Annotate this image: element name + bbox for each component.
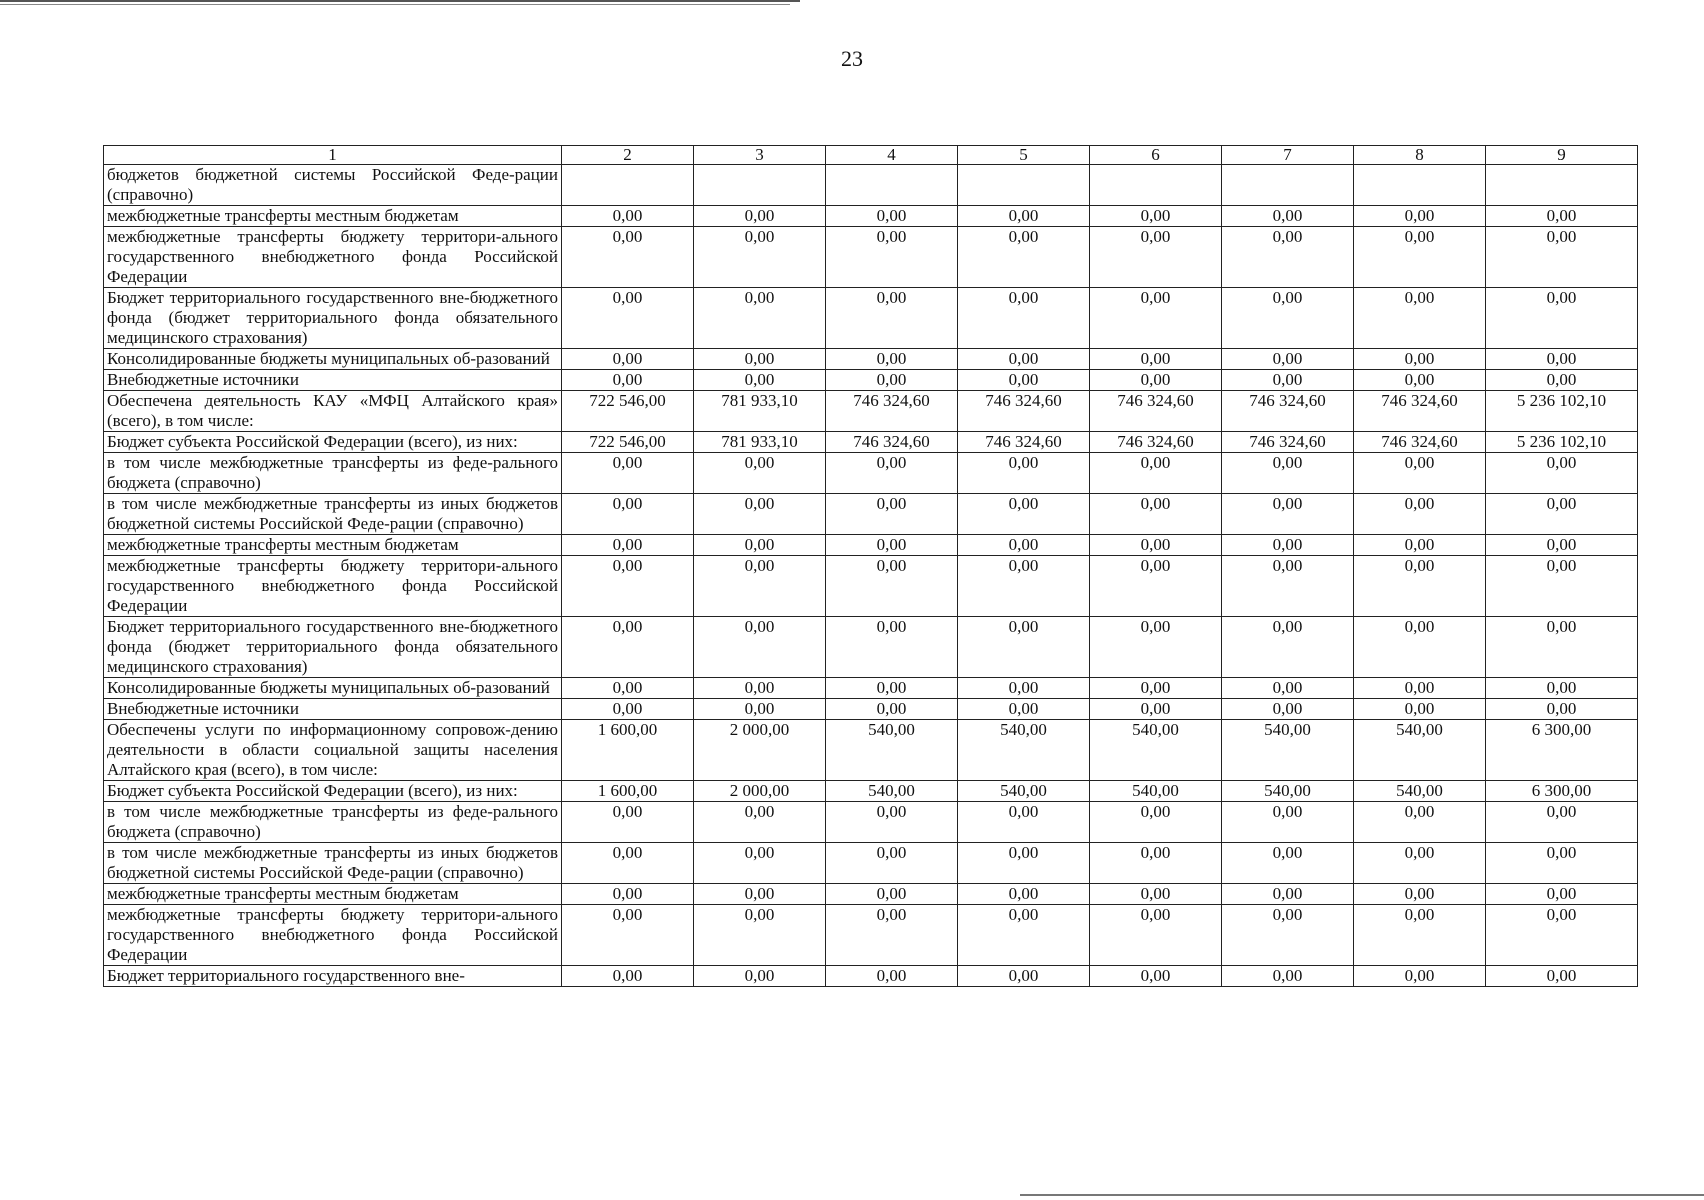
row-label: Внебюджетные источники [104, 699, 562, 720]
row-value: 0,00 [562, 843, 694, 884]
row-value: 540,00 [826, 720, 958, 781]
row-value: 0,00 [694, 966, 826, 987]
table-row [104, 905, 1638, 966]
table-row [104, 432, 1638, 453]
row-value [1090, 165, 1222, 206]
row-value: 0,00 [958, 535, 1090, 556]
row-value: 540,00 [1222, 720, 1354, 781]
row-value: 0,00 [562, 802, 694, 843]
table-row [104, 391, 1638, 432]
row-value: 0,00 [694, 206, 826, 227]
row-value: 0,00 [1486, 494, 1638, 535]
row-value: 0,00 [1486, 966, 1638, 987]
row-value: 781 933,10 [694, 391, 826, 432]
row-value: 0,00 [1486, 884, 1638, 905]
row-value: 746 324,60 [958, 432, 1090, 453]
row-value: 0,00 [1354, 802, 1486, 843]
row-value [958, 165, 1090, 206]
row-value: 0,00 [1486, 206, 1638, 227]
column-header-6: 6 [1090, 146, 1222, 165]
row-value: 0,00 [1090, 453, 1222, 494]
row-value: 0,00 [1090, 370, 1222, 391]
row-value: 0,00 [694, 905, 826, 966]
column-header-1: 1 [104, 146, 562, 165]
row-value: 0,00 [958, 966, 1090, 987]
row-value: 0,00 [1354, 678, 1486, 699]
row-value: 0,00 [1354, 494, 1486, 535]
table-row [104, 165, 1638, 206]
row-label: Бюджет территориального государственного вне-бюджетного фонда (бюджет территориального фонда обязательного медицинского страхования) [104, 288, 562, 349]
row-value: 0,00 [958, 699, 1090, 720]
row-value: 0,00 [694, 227, 826, 288]
row-value: 0,00 [562, 617, 694, 678]
row-value: 0,00 [694, 678, 826, 699]
row-value: 0,00 [562, 206, 694, 227]
row-value: 0,00 [1222, 966, 1354, 987]
row-value: 0,00 [694, 699, 826, 720]
row-value: 0,00 [694, 556, 826, 617]
row-value: 0,00 [958, 905, 1090, 966]
row-value: 0,00 [1354, 556, 1486, 617]
row-value: 0,00 [694, 802, 826, 843]
table-row [104, 535, 1638, 556]
table-row [104, 884, 1638, 905]
row-value: 0,00 [1354, 370, 1486, 391]
row-value: 0,00 [1486, 678, 1638, 699]
row-value: 0,00 [826, 699, 958, 720]
row-value: 0,00 [1354, 535, 1486, 556]
row-value: 0,00 [958, 802, 1090, 843]
row-value: 0,00 [1354, 206, 1486, 227]
row-value: 746 324,60 [826, 432, 958, 453]
table-row [104, 781, 1638, 802]
row-value [694, 165, 826, 206]
row-value: 0,00 [1222, 802, 1354, 843]
row-value: 0,00 [826, 370, 958, 391]
row-value: 0,00 [1486, 370, 1638, 391]
row-label: в том числе межбюджетные трансферты из феде-рального бюджета (справочно) [104, 453, 562, 494]
row-value: 0,00 [694, 617, 826, 678]
row-value: 0,00 [1354, 288, 1486, 349]
scan-edge-line [0, 0, 800, 2]
row-label: Обеспечены услуги по информационному сопровож-дению деятельности в области социальной защиты населения Алтайского края (всего), в том числе: [104, 720, 562, 781]
row-value: 0,00 [1354, 843, 1486, 884]
row-value: 1 600,00 [562, 720, 694, 781]
row-value: 0,00 [1486, 802, 1638, 843]
row-value: 0,00 [694, 288, 826, 349]
row-value: 0,00 [826, 453, 958, 494]
row-value: 0,00 [826, 884, 958, 905]
table-row [104, 966, 1638, 987]
row-value: 0,00 [694, 535, 826, 556]
page-number: 23 [841, 46, 863, 71]
column-header-9: 9 [1486, 146, 1638, 165]
row-label: Бюджет территориального государственного вне-бюджетного фонда (бюджет территориального фонда обязательного медицинского страхования) [104, 617, 562, 678]
row-value: 0,00 [1222, 370, 1354, 391]
scan-edge-line [1020, 1194, 1704, 1196]
row-value: 0,00 [562, 370, 694, 391]
row-label: Консолидированные бюджеты муниципальных об-разований [104, 678, 562, 699]
row-value: 0,00 [1090, 678, 1222, 699]
row-value: 2 000,00 [694, 720, 826, 781]
row-value: 0,00 [958, 349, 1090, 370]
row-label: Бюджет субъекта Российской Федерации (всего), из них: [104, 781, 562, 802]
row-value: 0,00 [1222, 905, 1354, 966]
table-row [104, 370, 1638, 391]
row-value: 540,00 [958, 781, 1090, 802]
table-row [104, 206, 1638, 227]
row-value: 722 546,00 [562, 432, 694, 453]
row-value: 0,00 [1354, 349, 1486, 370]
row-value: 0,00 [1090, 535, 1222, 556]
row-value: 0,00 [1090, 227, 1222, 288]
row-value: 0,00 [1090, 556, 1222, 617]
row-label: бюджетов бюджетной системы Российской Феде-рации (справочно) [104, 165, 562, 206]
row-value: 540,00 [958, 720, 1090, 781]
row-value: 746 324,60 [1354, 391, 1486, 432]
row-label: Бюджет субъекта Российской Федерации (всего), из них: [104, 432, 562, 453]
row-value: 746 324,60 [1090, 391, 1222, 432]
row-label: Консолидированные бюджеты муниципальных об-разований [104, 349, 562, 370]
table-row [104, 349, 1638, 370]
row-value: 540,00 [1222, 781, 1354, 802]
row-value: 0,00 [826, 206, 958, 227]
scan-edge-line [0, 4, 790, 5]
row-value: 746 324,60 [826, 391, 958, 432]
table-row [104, 494, 1638, 535]
row-label: межбюджетные трансферты местным бюджетам [104, 884, 562, 905]
column-header-2: 2 [562, 146, 694, 165]
table-row [104, 843, 1638, 884]
row-value: 0,00 [562, 227, 694, 288]
row-value: 0,00 [562, 966, 694, 987]
row-value: 540,00 [1354, 781, 1486, 802]
row-value: 0,00 [958, 206, 1090, 227]
row-label: в том числе межбюджетные трансферты из иных бюджетов бюджетной системы Российской Феде-рации (справочно) [104, 494, 562, 535]
row-label: межбюджетные трансферты бюджету территори-ального государственного внебюджетного фонда Российской Федерации [104, 905, 562, 966]
row-label: межбюджетные трансферты местным бюджетам [104, 535, 562, 556]
row-value: 0,00 [958, 843, 1090, 884]
row-value: 0,00 [1486, 453, 1638, 494]
row-value: 0,00 [958, 288, 1090, 349]
row-value: 0,00 [1354, 699, 1486, 720]
row-value: 0,00 [562, 535, 694, 556]
row-value: 0,00 [694, 884, 826, 905]
row-value: 0,00 [1222, 206, 1354, 227]
row-value: 0,00 [694, 453, 826, 494]
row-value: 0,00 [958, 556, 1090, 617]
row-value: 0,00 [958, 227, 1090, 288]
row-value: 0,00 [1222, 699, 1354, 720]
row-value: 0,00 [694, 843, 826, 884]
row-value: 5 236 102,10 [1486, 432, 1638, 453]
row-value: 0,00 [1222, 617, 1354, 678]
row-label: межбюджетные трансферты бюджету территори-ального государственного внебюджетного фонда Российской Федерации [104, 227, 562, 288]
row-value: 746 324,60 [1090, 432, 1222, 453]
row-value: 0,00 [826, 617, 958, 678]
row-value: 0,00 [562, 349, 694, 370]
row-value: 0,00 [1222, 678, 1354, 699]
row-value: 0,00 [1090, 966, 1222, 987]
row-value [826, 165, 958, 206]
row-label: Внебюджетные источники [104, 370, 562, 391]
row-label: Бюджет территориального государственного вне- [104, 966, 562, 987]
row-value: 2 000,00 [694, 781, 826, 802]
row-label: межбюджетные трансферты местным бюджетам [104, 206, 562, 227]
row-value [1222, 165, 1354, 206]
row-value: 0,00 [826, 494, 958, 535]
row-value: 746 324,60 [1222, 432, 1354, 453]
table-row [104, 617, 1638, 678]
row-value: 0,00 [958, 494, 1090, 535]
row-value: 746 324,60 [1354, 432, 1486, 453]
row-value: 0,00 [1222, 494, 1354, 535]
table-body [104, 165, 1638, 987]
column-header-3: 3 [694, 146, 826, 165]
row-value: 0,00 [562, 494, 694, 535]
row-value: 0,00 [562, 453, 694, 494]
column-header-8: 8 [1354, 146, 1486, 165]
row-value: 0,00 [1090, 905, 1222, 966]
row-value: 0,00 [1222, 453, 1354, 494]
row-value: 0,00 [562, 699, 694, 720]
row-value: 0,00 [958, 370, 1090, 391]
row-value: 6 300,00 [1486, 720, 1638, 781]
row-value: 0,00 [958, 678, 1090, 699]
row-value: 0,00 [1222, 535, 1354, 556]
row-value: 0,00 [1354, 227, 1486, 288]
row-value: 540,00 [1090, 781, 1222, 802]
row-value: 0,00 [1486, 288, 1638, 349]
row-value: 0,00 [1090, 802, 1222, 843]
row-value: 0,00 [958, 617, 1090, 678]
row-value: 0,00 [1354, 966, 1486, 987]
row-value: 0,00 [562, 678, 694, 699]
column-header-7: 7 [1222, 146, 1354, 165]
budget-table [103, 145, 1638, 987]
row-value: 0,00 [826, 535, 958, 556]
row-value: 0,00 [1090, 349, 1222, 370]
row-value: 0,00 [1222, 349, 1354, 370]
row-value: 0,00 [694, 494, 826, 535]
row-value: 781 933,10 [694, 432, 826, 453]
row-value: 540,00 [1090, 720, 1222, 781]
row-label: Обеспечена деятельность КАУ «МФЦ Алтайского края» (всего), в том числе: [104, 391, 562, 432]
row-value: 0,00 [1354, 617, 1486, 678]
row-value: 0,00 [826, 556, 958, 617]
row-value: 0,00 [1090, 288, 1222, 349]
row-value: 0,00 [826, 843, 958, 884]
row-value: 0,00 [1486, 617, 1638, 678]
row-value: 0,00 [562, 556, 694, 617]
row-value: 0,00 [1222, 843, 1354, 884]
row-value: 0,00 [1090, 843, 1222, 884]
row-value: 0,00 [1090, 884, 1222, 905]
row-value: 0,00 [958, 453, 1090, 494]
row-value: 746 324,60 [1222, 391, 1354, 432]
table-row [104, 556, 1638, 617]
row-value: 0,00 [1486, 349, 1638, 370]
row-value: 746 324,60 [958, 391, 1090, 432]
row-value: 0,00 [562, 288, 694, 349]
table-row [104, 802, 1638, 843]
row-value: 0,00 [826, 678, 958, 699]
row-label: межбюджетные трансферты бюджету территори-ального государственного внебюджетного фонда Российской Федерации [104, 556, 562, 617]
row-value: 0,00 [694, 370, 826, 391]
row-value: 0,00 [826, 349, 958, 370]
table-row [104, 227, 1638, 288]
row-value: 0,00 [1354, 453, 1486, 494]
row-value: 0,00 [1222, 556, 1354, 617]
row-value: 0,00 [826, 802, 958, 843]
row-label: в том числе межбюджетные трансферты из феде-рального бюджета (справочно) [104, 802, 562, 843]
row-value: 722 546,00 [562, 391, 694, 432]
row-value [562, 165, 694, 206]
row-value: 0,00 [1222, 884, 1354, 905]
table-row [104, 699, 1638, 720]
table-header-row [104, 146, 1638, 165]
row-value: 0,00 [1354, 884, 1486, 905]
row-value: 540,00 [1354, 720, 1486, 781]
table-row [104, 288, 1638, 349]
row-value: 0,00 [1090, 494, 1222, 535]
row-value: 0,00 [1486, 556, 1638, 617]
row-value: 0,00 [826, 966, 958, 987]
row-value: 0,00 [826, 905, 958, 966]
row-value: 5 236 102,10 [1486, 391, 1638, 432]
row-value: 0,00 [1486, 699, 1638, 720]
column-header-5: 5 [958, 146, 1090, 165]
row-value: 0,00 [1090, 699, 1222, 720]
row-value: 0,00 [1222, 227, 1354, 288]
table-row [104, 453, 1638, 494]
row-value: 0,00 [958, 884, 1090, 905]
row-value: 0,00 [1090, 206, 1222, 227]
row-label: в том числе межбюджетные трансферты из иных бюджетов бюджетной системы Российской Феде-рации (справочно) [104, 843, 562, 884]
row-value: 540,00 [826, 781, 958, 802]
column-header-4: 4 [826, 146, 958, 165]
row-value: 0,00 [1486, 227, 1638, 288]
table-row [104, 678, 1638, 699]
row-value: 0,00 [826, 288, 958, 349]
row-value: 0,00 [826, 227, 958, 288]
row-value: 0,00 [562, 884, 694, 905]
row-value: 0,00 [694, 349, 826, 370]
row-value: 0,00 [562, 905, 694, 966]
row-value [1354, 165, 1486, 206]
row-value: 0,00 [1354, 905, 1486, 966]
row-value: 0,00 [1486, 535, 1638, 556]
row-value: 0,00 [1222, 288, 1354, 349]
row-value: 1 600,00 [562, 781, 694, 802]
row-value: 6 300,00 [1486, 781, 1638, 802]
table-row [104, 720, 1638, 781]
row-value: 0,00 [1090, 617, 1222, 678]
row-value [1486, 165, 1638, 206]
row-value: 0,00 [1486, 905, 1638, 966]
row-value: 0,00 [1486, 843, 1638, 884]
